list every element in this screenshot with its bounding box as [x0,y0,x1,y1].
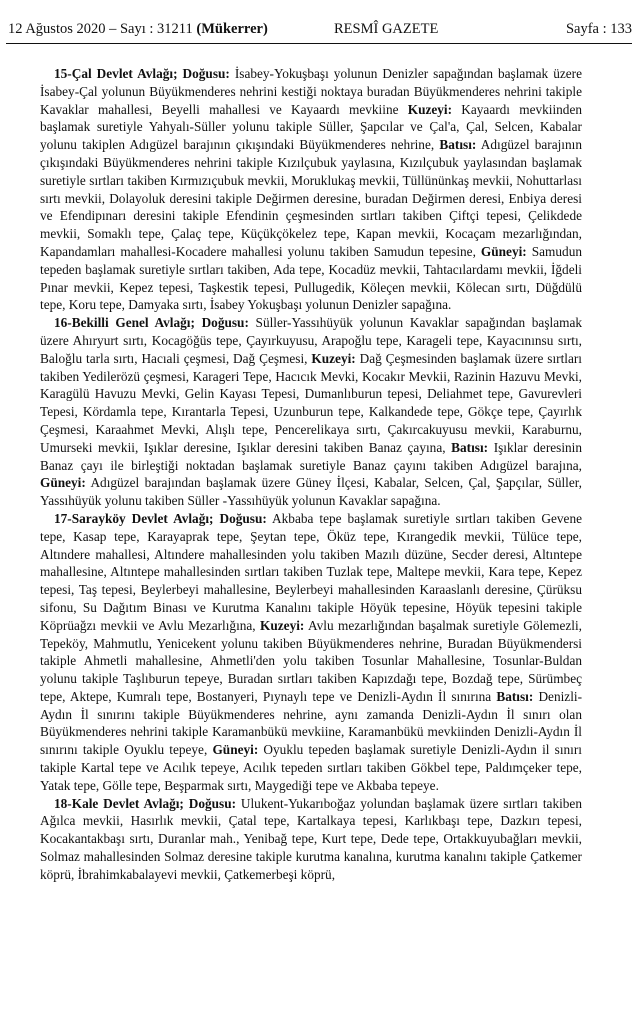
bold-heading: Kuzeyi: [407,101,453,117]
paragraph-text: Oyuklu tepeden başlamak suretiyle Denizli-Aydın il sınırı takiple Kartal tepe ve Acılık tepeye, Acılık tepeden sırtları takiben Gökbel tepe, Paldımçeker tepe, Yatak tepe, Gölle tepe, Beşparmak sırtı, Maygediği tepe ve Akbaba tepeye. [40,742,582,793]
header-page-number: Sayfa : 133 [565,21,632,37]
paragraph-text: Denizli-Aydın İl sınırını takiple Büyükmenderes nehrine, aynı zamanda Denizli-Aydın İl sınırı olan Büyükmenderes nehrini takiple Karamanbükü mevkiine, Karamanbükü mevkiinden Denizli-Aydın İl sınırını takiple Oyuklu tepeye, [40,688,583,758]
paragraph-text: Akbaba tepe başlamak suretiyle sırtları takiben Gevene tepe, Kasap tepe, Karayaprak tepe, Şeytan tepe, Öküz tepe, Kırangedik mevkii, Tülüce tepe, Altındere mahallesi, Altındere mahallesinden yolu takiben Mazılı düzüne, Secder deresi, Altıntepe mahallesine, Altıntepe mahallesinden sırtları takiben Tuzlak tepe, Maltepe mevkii, Kara tepe, Kepez tepesi, Taş tepesi, Beylerbeyi mahallesine, Beylerbeyi mahallesinden Karaaslanlı deresine, Çürüksu sifonu, Su Dağıtım Binası ve Kurutma Kanalını takiple Höyük tepesine, Höyük tepesini takiple Köprüağzı mevkii ve Avlu Mezarlığına, [40,510,582,633]
bold-heading: Batısı: [439,137,477,153]
bold-heading: Güneyi: [40,475,86,491]
paragraph-text: Adıgüzel barajının çıkışındaki Büyükmenderes nehrini takiple Kızılçubuk yaylasına, Kızılçubuk yaylasından başlamak suretiyle sırtları takiben Kırmızıçubuk mevkii, Moruklukaş mevkii, Tüllününkaş mevkii, Nohuttarlası sırtı mevkii, Dolayoluk deresini takiple Değirmen deresine, buradan Değirmen deresi, Enbiya deresi ve Efendipınarı deresini takiple Efendinin çeşmesinden sırtları takiben Çiftçi tepesi, Çelikdede mevkii, Somaklı tepe, Çalaç tepe, Küçükçökelez tepe, Kapan mevkii, Kocaçam mezarlığından, Kapandamları mahallesi-Kocadere mahallesi yolunu takiben Samudun tepesine, [40,137,582,259]
paragraph-text: Süller-Yassıhüyük yolunun Kavaklar sapağından başlamak üzere Ahıryurt sırtı, Kocagöğüs tepe, Çayırkuyusu, Arapoğlu tepe, Karageli tepe, Kayacınınsu sırtı, Baloğlu tarla sırtı, Hacıali çeşmesi, Dağ Çeşmesi, [40,315,582,366]
paragraph-text: Avlu mezarlığından başalmak suretiyle Gölemezli, Tepeköy, Mahmutlu, Yenicekent yolunu takiben Büyükmenderes nehrine, Buradan Büyükmendersi takiple Ahmetli mahallesine, Ahmetli'den yolu takiben Tosunlar Mahallesine, Tosunlar-Buldan yolunu takiple Taşlıburun tepeye, Buradan sırtları takiben Kapızdağı tepe, Bozdağ tepe, Sürümbeç tepe, Aktepe, Kumralı tepe, Bostanyeri, Pıynaylı tepe ve Denizli-Aydın İl sınırına [40,617,582,704]
bold-heading: Güneyi: [212,742,259,758]
bold-heading: Kuzeyi: [311,350,356,366]
paragraph [40,65,582,314]
header-date-issue [8,20,268,38]
paragraph-text: Samudun tepeden başlamak suretiyle sırtları takiben, Ada tepe, Kocadüz mevkii, Tahtacılardamı mevkii, İğdeli Pınar mevkii, Kepez tepesi, Taşkestik tepesi, Pullugedik, Köleçen mevkii, Kölecan sırtı, Düğdülü tepe, Koru tepe, Damyaka sırtı, İsabey Yokuşbaşı yolunun Denizler sapağına. [40,243,582,313]
bold-heading: 15-Çal Devlet Avlağı; Doğusu: [54,66,230,81]
paragraph-text: Işıklar deresinin Banaz çayı ile birleştiği noktadan başlamak suretiyle Banaz çayını takiben Adıgüzel barajına, [40,439,583,473]
bold-heading: Güneyi: [480,243,527,259]
paragraph [40,510,582,795]
paragraph [40,795,582,884]
header-divider [6,43,632,44]
page-header [8,20,632,38]
paragraph [40,314,582,510]
header-gazette-title: RESMÎ GAZETE [334,21,439,37]
bold-heading: Batısı: [496,688,534,704]
bold-heading: 17-Sarayköy Devlet Avlağı; Doğusu: [54,510,267,526]
paragraph-text: Ulukent-Yukarıboğaz yolundan başlamak üzere sırtları takiben Ağılca mevkii, Hasırlık mevkii, Çatal tepe, Kartalkaya tepesi, Karlıkbaşı tepe, Dazkırı tepesi, Kocakantakbaşı sırtı, Duranlar mah., Yenibağ tepe, Kurt tepe, Dede tepe, Ortakkuyubağları mevkii, Solmaz mahallesinden Solmaz deresine takiple kurutma kanalına, kurutma kanalını takiple Çatkemer köprü, İbrahimkabalayevi mevkii, Çatkemerbeşi köprü, [40,795,582,882]
paragraph-text: Dağ Çeşmesinden başlamak üzere sırtları takiben Yedilerözü çeşmesi, Karageri Tepe, Hacıcık Mevki, Kocakır Mevkii, Razinin Hazuvu Mevki, Karagülü Havuzu Mevki, Gelin Kayası Tepesi, Dumanlıburun tepesi, Deliahmet tepe, Gavurevleri Tepesi, Kördamla tepe, Kırantarla Tepesi, Uzunburun tepe, Kalkandede tepe, Gökçe tepe, Çayırlık Çeşmesi, Karaahmet Mevki, Alışlı tepe, Pencerelikaya sırtı, Çakırcakuyusu mevkii, Karaburnu, Umurseki mevkii, Işıklar deresine, Işıklar deresini takiben Banaz çayına, [40,350,582,455]
bold-heading: 16-Bekilli Genel Avlağı; Doğusu: [54,315,249,331]
paragraph-text: Kayaardı mevkiinden başlamak suretiyle Yahyalı-Süller yolunu takiple Süller, Şapcılar ve Çal'a, Çal, Selcen, Kabalar yolunu takiplen Adıgüzel barajının çıkışındaki Büyükmenderes nehrine, [40,101,583,153]
header-date-text: 12 Ağustos 2020 – Sayı : 31211 [8,21,197,37]
paragraph-text: İsabey-Yokuşbaşı yolunun Denizler sapağından başlamak üzere İsabey-Çal yolunun Büyükmenderes nehrini kestiği noktaya buradan Büyükmenderes nehrini takiple Kavaklar mahallesi, Beyelli mahallesi ve Kayaardı mevkiine [40,66,582,117]
bold-heading: Batısı: [451,439,489,455]
header-repeat-label: (Mükerrer) [196,21,268,37]
paragraph-text: Adıgüzel barajından başlamak üzere Güney İlçesi, Kabalar, Selcen, Çal, Şapçılar, Süller, Yassıhüyük yolunu takiben Süller -Yassıhüyük yolunun Kavaklar sapağına. [40,475,582,509]
document-body [40,65,582,884]
bold-heading: 18-Kale Devlet Avlağı; Doğusu: [54,795,237,811]
bold-heading: Kuzeyi: [260,617,305,633]
